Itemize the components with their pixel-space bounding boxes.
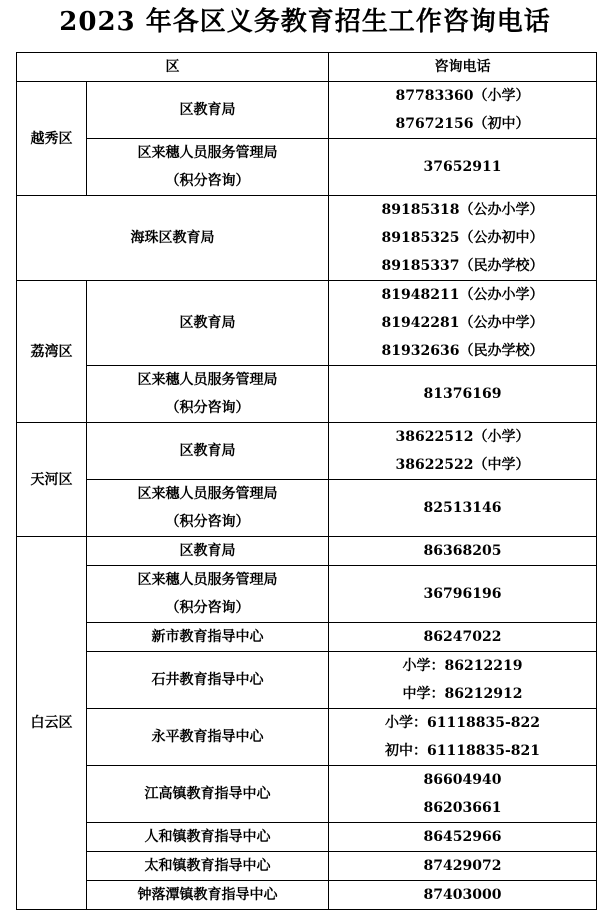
phone-cell: 89185318（公办小学） 89185325（公办初中） 89185337（民办学校） xyxy=(329,196,597,281)
office-name: 江高镇教育指导中心 xyxy=(87,766,329,823)
table-row xyxy=(17,566,597,623)
office-name: 钟落潭镇教育指导中心 xyxy=(87,881,329,910)
phone-cell: 37652911 xyxy=(329,139,597,196)
table-row xyxy=(17,82,597,139)
table-row xyxy=(17,480,597,537)
table-row xyxy=(17,823,597,852)
office-name: 石井教育指导中心 xyxy=(87,652,329,709)
phone-cell: 81376169 xyxy=(329,366,597,423)
phone-cell: 87429072 xyxy=(329,852,597,881)
table-row xyxy=(17,196,597,281)
office-name: 永平教育指导中心 xyxy=(87,709,329,766)
phone-cell: 87403000 xyxy=(329,881,597,910)
table-header-row xyxy=(17,53,597,82)
table-row xyxy=(17,623,597,652)
phone-cell: 81948211（公办小学） 81942281（公办中学） 81932636（民办学校） xyxy=(329,281,597,366)
phone-cell: 82513146 xyxy=(329,480,597,537)
phone-cell: 86604940 86203661 xyxy=(329,766,597,823)
table-row xyxy=(17,852,597,881)
office-name: 区来穗人员服务管理局 （积分咨询） xyxy=(87,139,329,196)
table-row xyxy=(17,423,597,480)
phone-cell: 86368205 xyxy=(329,537,597,566)
table-row xyxy=(17,766,597,823)
district-liwan: 荔湾区 xyxy=(17,281,87,423)
office-name: 区教育局 xyxy=(87,281,329,366)
phone-cell: 86247022 xyxy=(329,623,597,652)
office-name: 区教育局 xyxy=(87,423,329,480)
phone-cell: 87783360（小学） 87672156（初中） xyxy=(329,82,597,139)
office-name: 新市教育指导中心 xyxy=(87,623,329,652)
district-baiyun: 白云区 xyxy=(17,537,87,910)
district-tianhe: 天河区 xyxy=(17,423,87,537)
phone-cell: 86452966 xyxy=(329,823,597,852)
phone-cell: 小学：86212219 中学：86212912 xyxy=(329,652,597,709)
district-haizhu: 海珠区教育局 xyxy=(17,196,329,281)
district-yuexiu: 越秀区 xyxy=(17,82,87,196)
table-row xyxy=(17,652,597,709)
phone-cell: 38622512（小学） 38622522（中学） xyxy=(329,423,597,480)
office-name: 区来穗人员服务管理局 （积分咨询） xyxy=(87,566,329,623)
office-name: 区教育局 xyxy=(87,82,329,139)
table-row xyxy=(17,881,597,910)
table-row xyxy=(17,366,597,423)
phone-cell: 小学：61118835-822 初中：61118835-821 xyxy=(329,709,597,766)
office-name: 区来穗人员服务管理局 （积分咨询） xyxy=(87,366,329,423)
table-row xyxy=(17,139,597,196)
table-row xyxy=(17,281,597,366)
office-name: 太和镇教育指导中心 xyxy=(87,852,329,881)
header-district: 区 xyxy=(17,53,329,82)
table-row xyxy=(17,537,597,566)
office-name: 人和镇教育指导中心 xyxy=(87,823,329,852)
office-name: 区来穗人员服务管理局 （积分咨询） xyxy=(87,480,329,537)
office-name: 区教育局 xyxy=(87,537,329,566)
phone-cell: 36796196 xyxy=(329,566,597,623)
contact-table xyxy=(16,52,597,910)
header-phone: 咨询电话 xyxy=(329,53,597,82)
page-title: 2023 年各区义务教育招生工作咨询电话 xyxy=(59,7,551,37)
table-row xyxy=(17,709,597,766)
